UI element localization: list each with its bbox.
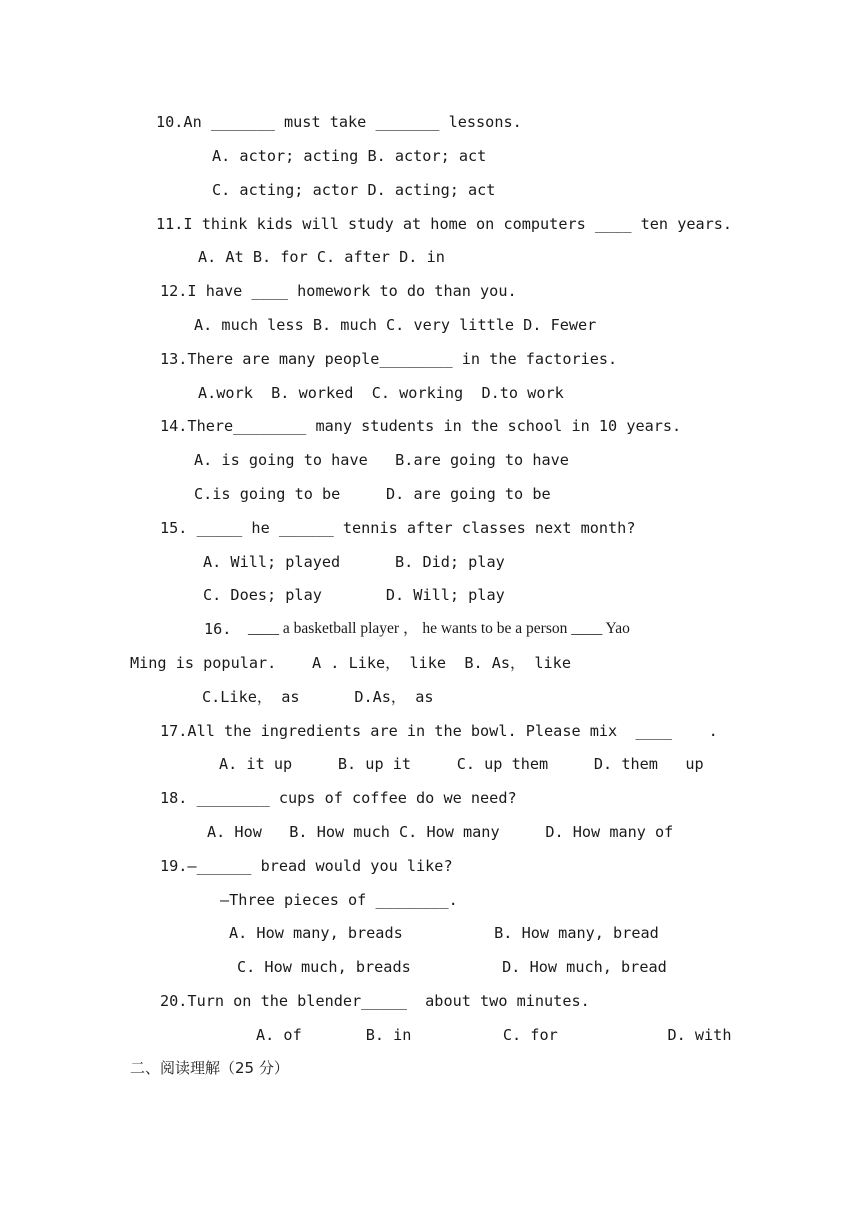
question-10-stem: 10.An _______ must take _______ lessons.: [156, 113, 522, 131]
section-heading-reading: 二、阅读理解（25 分）: [130, 1059, 289, 1077]
question-16-options-line-1: A . Like， like B. As， like: [312, 654, 571, 672]
question-14-stem: 14.There________ many students in the school in 10 years.: [160, 417, 682, 435]
question-14-options-line-2: C.is going to be D. are going to be: [194, 485, 551, 503]
question-19-options-line-2: C. How much, breads D. How much, bread: [237, 958, 667, 976]
question-15-stem: 15. _____ he ______ tennis after classes next month?: [160, 519, 636, 537]
question-12-options: A. much less B. much C. very little D. Fewer: [194, 316, 597, 334]
question-20-stem: 20.Turn on the blender_____ about two minutes.: [160, 992, 590, 1010]
question-11-stem: 11.I think kids will study at home on computers ____ ten years.: [156, 215, 733, 233]
question-19-stem: 19.—______ bread would you like?: [160, 857, 453, 875]
question-16-options-line-2: C.Like， as D.As， as: [202, 688, 434, 706]
question-17-stem: 17.All the ingredients are in the bowl. Please mix ____ .: [160, 722, 718, 740]
question-11-options: A. At B. for C. after D. in: [198, 248, 445, 266]
question-16-stem: ____ a basketball player ， he wants to be a person ____ Yao: [248, 620, 630, 637]
question-10-options-line-1: A. actor; acting B. actor; act: [212, 147, 487, 165]
question-19-reply: —Three pieces of ________.: [220, 891, 458, 909]
question-13-stem: 13.There are many people________ in the factories.: [160, 350, 618, 368]
question-12-stem: 12.I have ____ homework to do than you.: [160, 282, 517, 300]
question-20-options: A. of B. in C. for D. with: [256, 1026, 732, 1044]
question-16-stem-continued: Ming is popular.: [130, 654, 277, 672]
question-17-options: A. it up B. up it C. up them D. them up: [219, 755, 704, 773]
question-19-options-line-1: A. How many, breads B. How many, bread: [229, 924, 659, 942]
question-18-options: A. How B. How much C. How many D. How many of: [207, 823, 674, 841]
question-13-options: A.work B. worked C. working D.to work: [198, 384, 564, 402]
question-10-options-line-2: C. acting; actor D. acting; act: [212, 181, 496, 199]
question-16-number: 16.: [204, 620, 232, 638]
question-18-stem: 18. ________ cups of coffee do we need?: [160, 789, 517, 807]
question-14-options-line-1: A. is going to have B.are going to have: [194, 451, 569, 469]
question-15-options-line-2: C. Does; play D. Will; play: [203, 586, 505, 604]
question-15-options-line-1: A. Will; played B. Did; play: [203, 553, 505, 571]
